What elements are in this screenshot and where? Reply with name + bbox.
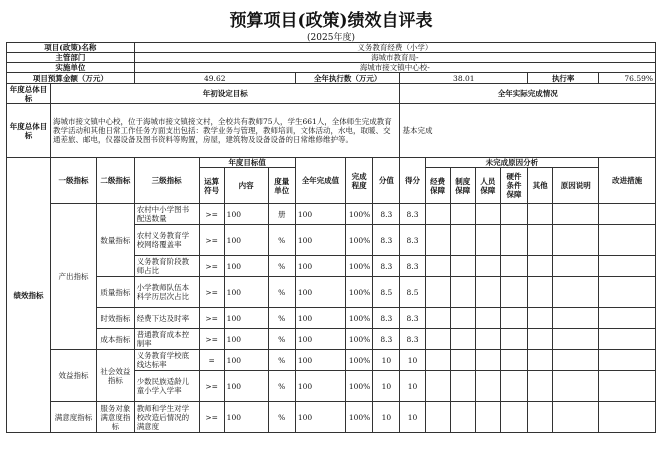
table-row bbox=[7, 277, 656, 308]
group-social: 社会效益指标 bbox=[97, 350, 135, 402]
indicator-unit: % bbox=[268, 402, 295, 433]
project-name-value: 义务教育经费（小学） bbox=[134, 43, 655, 53]
reason-group-header: 未完成原因分析 bbox=[425, 158, 599, 168]
indicator-content: 100 bbox=[224, 277, 268, 308]
indicator-unit: % bbox=[268, 225, 295, 256]
score-header: 分值 bbox=[373, 158, 400, 204]
indicator-header-row-1 bbox=[7, 158, 656, 168]
indicator-degree: 100% bbox=[346, 329, 373, 350]
table-row bbox=[7, 204, 656, 225]
indicator-got: 10 bbox=[400, 350, 425, 371]
indicator-op: >= bbox=[199, 371, 224, 402]
indicator-value: 100 bbox=[295, 329, 345, 350]
info-row-budget bbox=[7, 73, 656, 84]
unit-value: 海城市接文镇中心校- bbox=[134, 63, 655, 73]
info-row-project bbox=[7, 43, 656, 53]
indicator-content: 100 bbox=[224, 308, 268, 329]
full-year-header: 全年完成值 bbox=[295, 158, 345, 204]
indicator-unit: % bbox=[268, 308, 295, 329]
evaluation-table bbox=[6, 42, 656, 433]
indicator-score: 10 bbox=[373, 350, 400, 371]
indicator-degree: 100% bbox=[346, 277, 373, 308]
indicator-unit: 册 bbox=[268, 204, 295, 225]
indicator-op: >= bbox=[199, 329, 224, 350]
rate-label: 执行率 bbox=[528, 73, 599, 84]
group-satisfaction: 满意度指标 bbox=[50, 402, 96, 433]
reason-note-header: 原因说明 bbox=[553, 168, 599, 204]
year-subtitle: (2025年度) bbox=[307, 33, 355, 43]
unit-header: 度量单位 bbox=[268, 168, 295, 204]
project-name-label: 项目(政策)名称 bbox=[7, 43, 135, 53]
indicator-score: 8.3 bbox=[373, 329, 400, 350]
info-row-unit bbox=[7, 63, 656, 73]
budget-value: 49.62 bbox=[134, 73, 295, 84]
indicator-op: >= bbox=[199, 225, 224, 256]
group-service: 服务对象满意度指标 bbox=[97, 402, 135, 433]
indicator-name: 少数民族适龄儿童小学入学率 bbox=[134, 371, 199, 402]
indicator-unit: % bbox=[268, 256, 295, 277]
group-quantity: 数量指标 bbox=[97, 204, 135, 277]
initial-goal-label: 年初设定目标 bbox=[50, 84, 400, 104]
improve-header: 改进措施 bbox=[599, 158, 656, 204]
indicator-unit: % bbox=[268, 329, 295, 350]
indicator-op: >= bbox=[199, 204, 224, 225]
indicator-name: 义务教育阶段教师占比 bbox=[134, 256, 199, 277]
table-row bbox=[7, 402, 656, 433]
unit-label: 实施单位 bbox=[7, 63, 135, 73]
content-header: 内容 bbox=[224, 168, 268, 204]
indicator-degree: 100% bbox=[346, 256, 373, 277]
reason-fund-header: 经费保障 bbox=[425, 168, 450, 204]
indicator-name: 普通教育成本控制率 bbox=[134, 329, 199, 350]
level3-header: 三级指标 bbox=[134, 158, 199, 204]
indicator-score: 10 bbox=[373, 402, 400, 433]
indicator-got: 10 bbox=[400, 402, 425, 433]
indicator-content: 100 bbox=[224, 402, 268, 433]
indicator-content: 100 bbox=[224, 371, 268, 402]
executed-value: 38.01 bbox=[400, 73, 528, 84]
reason-hardware-header: 硬件条件保障 bbox=[500, 168, 527, 204]
indicator-value: 100 bbox=[295, 256, 345, 277]
indicator-value: 100 bbox=[295, 371, 345, 402]
indicator-value: 100 bbox=[295, 350, 345, 371]
reason-other-header: 其他 bbox=[528, 168, 553, 204]
indicator-degree: 100% bbox=[346, 371, 373, 402]
degree-header: 完成程度 bbox=[346, 158, 373, 204]
indicator-unit: % bbox=[268, 350, 295, 371]
group-benefit: 效益指标 bbox=[50, 350, 96, 402]
indicator-name: 小学教师队伍本科学历层次占比 bbox=[134, 277, 199, 308]
indicator-score: 10 bbox=[373, 371, 400, 402]
op-header: 运算符号 bbox=[199, 168, 224, 204]
reason-staff-header: 人员保障 bbox=[475, 168, 500, 204]
indicator-value: 100 bbox=[295, 277, 345, 308]
indicator-content: 100 bbox=[224, 204, 268, 225]
indicator-score: 8.3 bbox=[373, 256, 400, 277]
actual-goal-text: 基本完成 bbox=[400, 104, 656, 158]
indicator-op: >= bbox=[199, 402, 224, 433]
indicator-degree: 100% bbox=[346, 350, 373, 371]
indicator-got: 8.3 bbox=[400, 256, 425, 277]
indicator-op: >= bbox=[199, 308, 224, 329]
group-cost: 成本指标 bbox=[97, 329, 135, 350]
indicator-content: 100 bbox=[224, 329, 268, 350]
indicator-score: 8.3 bbox=[373, 204, 400, 225]
table-row bbox=[7, 329, 656, 350]
overall-goal-label-2: 年度总体目标 bbox=[7, 104, 51, 158]
indicator-content: 100 bbox=[224, 225, 268, 256]
indicator-degree: 100% bbox=[346, 308, 373, 329]
indicator-value: 100 bbox=[295, 308, 345, 329]
table-row bbox=[7, 350, 656, 371]
indicator-got: 10 bbox=[400, 371, 425, 402]
initial-goal-text: 海城市接文镇中心校，位于海城市接文镇接文村，全校共有教师75人，学生661人，全体师生完成教育教学活动和其他日常工作任务方面支出包括：教学业务与管理，教师培训，文体活动，水电，取暖、交通差旅、邮电，仪器设备及图书资料等购置，房屋，建筑物及设备设备的日常维修维护等。 bbox=[50, 104, 400, 158]
info-row-dept bbox=[7, 53, 656, 63]
goals-header-row bbox=[7, 84, 656, 104]
indicator-name: 义务教育学校底线达标率 bbox=[134, 350, 199, 371]
indicator-got: 8.3 bbox=[400, 204, 425, 225]
indicator-got: 8.3 bbox=[400, 329, 425, 350]
indicator-value: 100 bbox=[295, 402, 345, 433]
page-title: 预算项目(政策)绩效自评表 bbox=[229, 11, 433, 31]
group-output: 产出指标 bbox=[50, 204, 96, 350]
actual-goal-label: 全年实际完成情况 bbox=[400, 84, 656, 104]
indicator-degree: 100% bbox=[346, 402, 373, 433]
overall-goal-label: 年度总体目标 bbox=[7, 84, 51, 104]
got-header: 得分 bbox=[400, 158, 425, 204]
indicator-unit: % bbox=[268, 371, 295, 402]
indicator-op: >= bbox=[199, 277, 224, 308]
indicator-got: 8.3 bbox=[400, 225, 425, 256]
indicator-content: 100 bbox=[224, 350, 268, 371]
indicator-op: = bbox=[199, 350, 224, 371]
level1-header: 一级指标 bbox=[50, 158, 96, 204]
indicator-degree: 100% bbox=[346, 204, 373, 225]
dept-label: 主管部门 bbox=[7, 53, 135, 63]
indicator-got: 8.5 bbox=[400, 277, 425, 308]
target-group-header: 年度目标值 bbox=[199, 158, 295, 168]
indicator-score: 8.5 bbox=[373, 277, 400, 308]
dept-value: 海城市教育局- bbox=[134, 53, 655, 63]
indicator-name: 农村中小学图书配送数量 bbox=[134, 204, 199, 225]
perf-indicator-label: 绩效指标 bbox=[7, 158, 51, 433]
level2-header: 二级指标 bbox=[97, 158, 135, 204]
indicator-unit: % bbox=[268, 277, 295, 308]
indicator-degree: 100% bbox=[346, 225, 373, 256]
indicator-value: 100 bbox=[295, 204, 345, 225]
reason-system-header: 制度保障 bbox=[450, 168, 475, 204]
indicator-got: 8.3 bbox=[400, 308, 425, 329]
indicator-score: 8.3 bbox=[373, 225, 400, 256]
table-row bbox=[7, 308, 656, 329]
indicator-name: 农村义务教育学校网络覆盖率 bbox=[134, 225, 199, 256]
indicator-name: 教师和学生对学校改造后情况的满意度 bbox=[134, 402, 199, 433]
rate-value: 76.59% bbox=[599, 73, 656, 84]
group-quality: 质量指标 bbox=[97, 277, 135, 308]
indicator-content: 100 bbox=[224, 256, 268, 277]
indicator-name: 经费下达及时率 bbox=[134, 308, 199, 329]
indicator-value: 100 bbox=[295, 225, 345, 256]
budget-label: 项目预算金额（万元） bbox=[7, 73, 135, 84]
goals-content-row bbox=[7, 104, 656, 158]
executed-label: 全年执行数（万元） bbox=[295, 73, 400, 84]
indicator-op: >= bbox=[199, 256, 224, 277]
group-timeliness: 时效指标 bbox=[97, 308, 135, 329]
indicator-score: 8.3 bbox=[373, 308, 400, 329]
